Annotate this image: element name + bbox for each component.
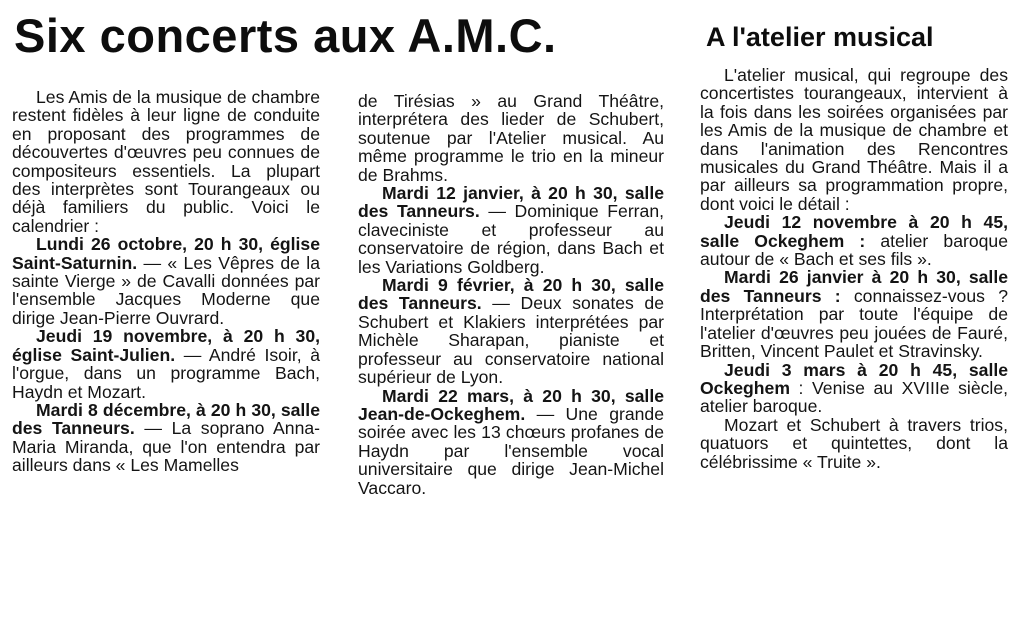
concert-date: Lundi 26 octobre, 20 h 30, église Saint-Saturnin. (12, 234, 320, 273)
concert-details: — Dominique Ferran, claveciniste et professeur au conservatoire de région, dans Bach et les Variations Goldberg. (358, 201, 664, 277)
concert-date: Mardi 22 mars, à 20 h 30, salle Jean-de-Ockeghem. (358, 385, 664, 424)
event-details: atelier baroque autour de « Bach et ses fils ». (700, 230, 1008, 270)
article-headline: Six concerts aux A.M.C. (14, 9, 557, 62)
concert-entry (358, 276, 664, 386)
concert-entry (12, 235, 320, 327)
event-entry (700, 213, 1008, 268)
concert-details: — « Les Vêpres de la sainte Vierge » de Cavalli données par l'ensemble Jacques Moderne que dirige Jean-Pierre Ouvrard. (12, 252, 320, 328)
event-date: Mardi 26 janvier à 20 h 30, salle des Tanneurs : (700, 267, 1008, 306)
concert-entry (358, 387, 664, 497)
concert-entry (12, 401, 320, 475)
concert-details: — André Isoir, à l'orgue, dans un programme Bach, Haydn et Mozart. (12, 344, 321, 402)
concert-details: — Deux sonates de Schubert et Klakiers interprétées par Michèle Sharapan, pianiste et professeur au conservatoire national supérieur de Lyon. (358, 293, 664, 388)
concert-entry (12, 327, 320, 401)
concert-date: Mardi 8 décembre, à 20 h 30, salle des Tanneurs. (12, 399, 320, 439)
event-entry (700, 361, 1008, 416)
sidebar-column (700, 66, 1008, 471)
event-entry (700, 268, 1008, 360)
sidebar-title: A l'atelier musical (706, 22, 934, 52)
sidebar-intro: L'atelier musical, qui regroupe des concertistes tourangeaux, intervient à la fois dans les soirées organisées par les Amis de la musique de chambre et dans l'animation des Rencontres musicales du Grand Théâtre. Mais il a par ailleurs sa programmation propre, dont voici le détail : (700, 65, 1008, 214)
article-column-2 (358, 92, 664, 497)
event-date: Jeudi 12 novembre à 20 h 45, salle Ockeghem : (700, 212, 1008, 251)
concert-date: Mardi 12 janvier, à 20 h 30, salle des Tanneurs. (358, 183, 664, 222)
concert-details-part-1: — La soprano Anna-Maria Miranda, que l'on entendra par ailleurs dans « Les Mamelles (12, 418, 320, 476)
article-column-1 (12, 88, 320, 475)
article-intro: Les Amis de la musique de chambre restent fidèles à leur ligne de conduite en proposant des programmes de découvertes d'œuvres peu connues de compositeurs essentiels. La plupart des interprètes sont Tourangeaux ou déjà familiers du public. Voici le calendrier : (12, 87, 320, 236)
event-details: : Venise au XVIIIe siècle, atelier baroque. (700, 377, 1008, 417)
event-details: connaissez-vous ? Interprétation par toute l'équipe de l'atelier d'œuvres peu jouées de Fauré, Britten, Vincent Paulet et Stravinsky. (700, 285, 1008, 362)
concert-date: Jeudi 19 novembre, à 20 h 30, église Saint-Julien. (12, 326, 320, 365)
event-date: Jeudi 3 mars à 20 h 45, salle Ockeghem (700, 359, 1008, 398)
concert-entry (358, 184, 664, 276)
sidebar-closing: Mozart et Schubert à travers trios, quatuors et quintettes, dont la célébrissime « Truite ». (700, 414, 1008, 472)
concert-details: — Une grande soirée avec les 13 chœurs profanes de Haydn par l'ensemble vocal universitaire que dirige Jean-Michel Vaccaro. (358, 403, 664, 498)
concert-date: Mardi 9 février, à 20 h 30, salle des Tanneurs. (358, 275, 664, 314)
concert-details-continued: de Tirésias » au Grand Théâtre, interprétera des lieder de Schubert, soutenue par l'Atelier musical. Au même programme le trio en la mineur de Brahms. (358, 91, 664, 185)
